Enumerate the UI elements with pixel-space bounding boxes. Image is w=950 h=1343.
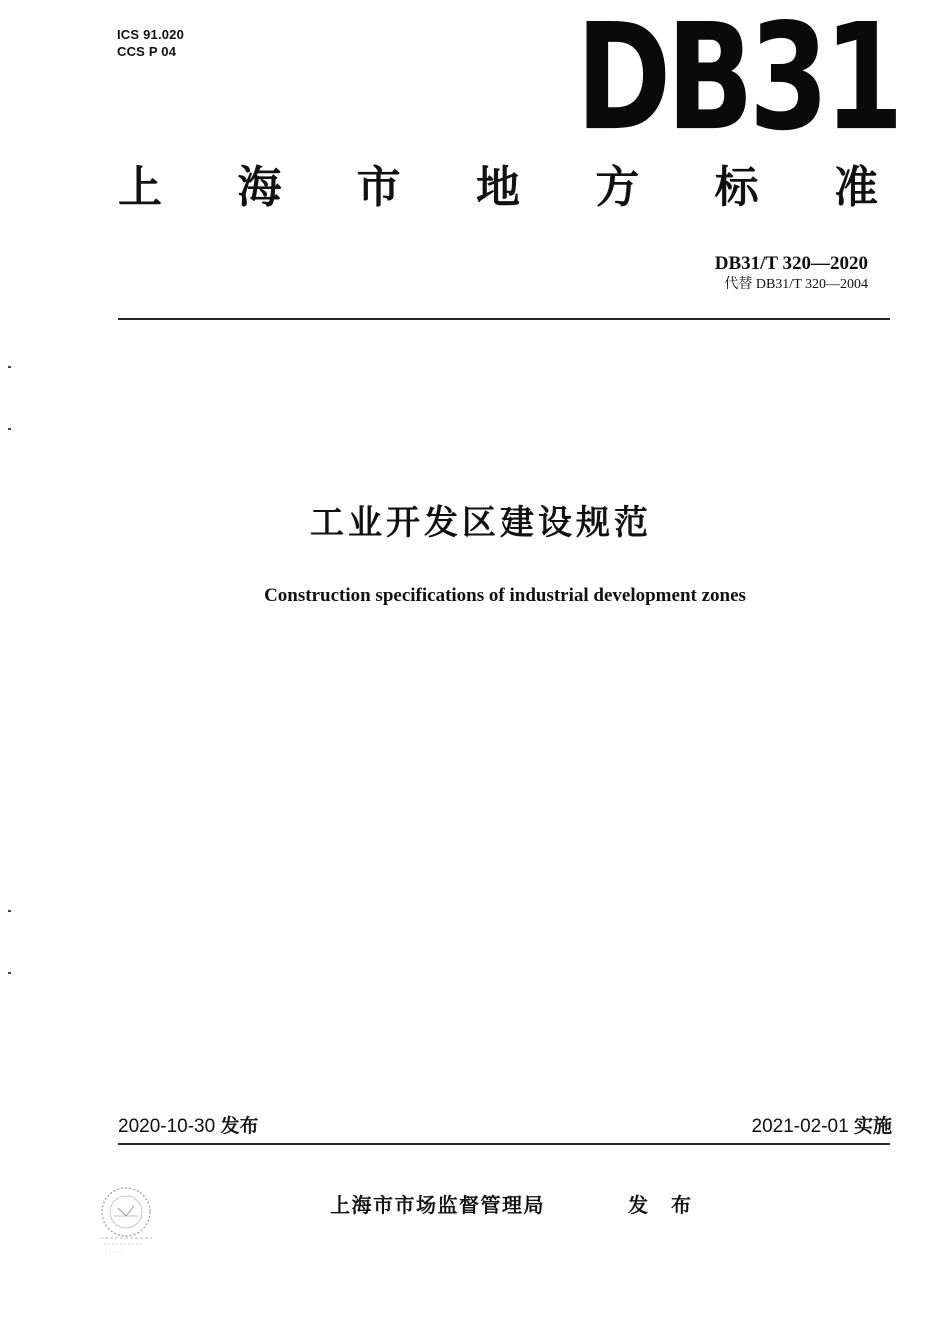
standard-type-char: 准	[833, 162, 878, 213]
classification-block	[117, 26, 184, 60]
scan-mark	[8, 428, 11, 430]
publisher-action: 发 布	[628, 1193, 699, 1217]
implementation-label: 实施	[853, 1115, 892, 1137]
top-divider	[118, 318, 890, 320]
bottom-divider	[118, 1143, 890, 1145]
scan-mark	[8, 910, 11, 912]
standard-type-char: 市	[356, 162, 401, 213]
replaces-standard: 代替 DB31/T 320—2004	[724, 277, 868, 292]
standard-type-char: 海	[237, 162, 282, 213]
publisher-name: 上海市市场监督管理局	[330, 1193, 545, 1217]
standard-type-char: 上	[118, 162, 162, 213]
scan-mark	[8, 366, 11, 368]
standard-number: DB31/T 320—2020	[714, 253, 868, 274]
document-title-english: Construction specifications of industrial development zones	[264, 585, 746, 606]
standard-code-block	[715, 252, 868, 294]
watermark-seal-icon	[92, 1182, 166, 1256]
issue-label: 发布	[220, 1115, 259, 1137]
issue-date-line	[118, 1113, 259, 1140]
issue-date: 2020-10-30	[118, 1116, 216, 1137]
ccs-code: CCS P 04	[117, 44, 177, 59]
implementation-date-line	[752, 1113, 893, 1140]
document-title-chinese: 工业开发区建设规范	[310, 503, 652, 543]
standard-type-char: 方	[595, 162, 640, 213]
db31-logo: DB31	[576, 0, 899, 164]
standard-type-char: 地	[475, 162, 520, 213]
standard-type-heading	[118, 160, 878, 216]
ics-code: ICS 91.020	[117, 27, 185, 42]
implementation-date: 2021-02-01	[751, 1116, 849, 1137]
scan-mark	[8, 972, 11, 974]
standard-type-char: 标	[714, 162, 759, 213]
